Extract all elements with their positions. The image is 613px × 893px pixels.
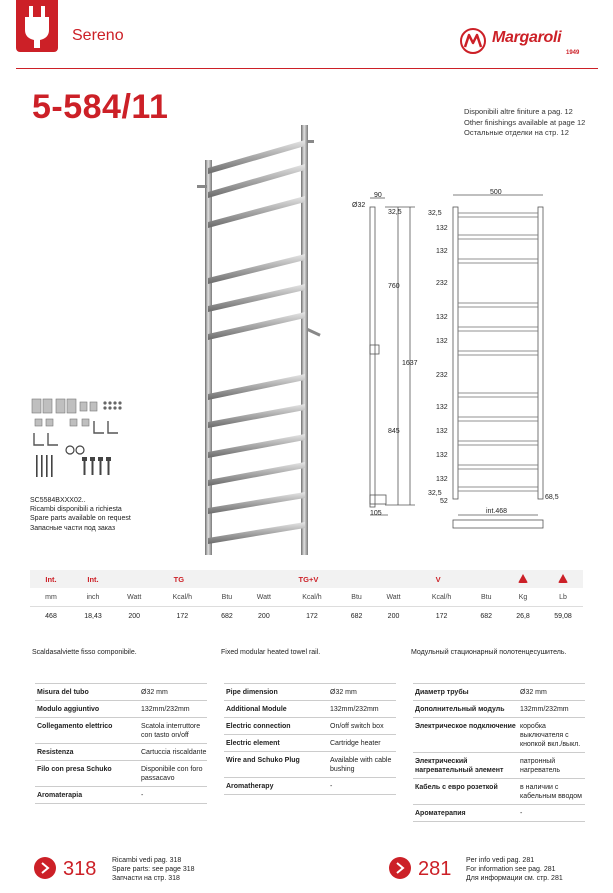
feature-value: 132mm/232mm	[330, 706, 379, 713]
feature-label: Aromatherapy	[226, 783, 274, 790]
description-en: Fixed modular heated towel rail.	[221, 649, 321, 656]
feature-label: Ароматерапия	[415, 810, 466, 817]
feature-row	[413, 753, 585, 779]
unit-cell: Kcal/h	[284, 588, 340, 607]
value-cell: 18,43	[84, 612, 102, 620]
side-view	[370, 198, 415, 515]
dim-bottom-left: 52	[440, 498, 448, 505]
header-divider	[16, 68, 598, 69]
spare-parts-ref-en: Spare parts: see page 318	[112, 866, 195, 874]
value-cell: 26,8	[516, 612, 530, 620]
towel-rail-photo	[195, 110, 330, 565]
value-cell: 682	[480, 612, 493, 620]
value-cell: 172	[176, 612, 189, 620]
unit-cell: Btu	[340, 588, 373, 607]
feature-row	[413, 701, 585, 718]
info-page[interactable]: 281	[418, 858, 452, 880]
feature-row	[35, 761, 207, 787]
value-cell: 172	[306, 612, 318, 620]
info-link-icon[interactable]	[389, 857, 411, 879]
dim-offset-3: 232	[436, 280, 448, 287]
description-it: Scaldasalviette fisso componibile.	[32, 649, 137, 656]
dim-offset-4: 132	[436, 314, 448, 321]
feature-row	[35, 744, 207, 761]
feature-row	[413, 805, 585, 822]
plug-tab	[16, 0, 58, 52]
spare-parts-image	[30, 393, 130, 488]
hdr-tg-v: TG+V	[244, 570, 374, 588]
feature-row	[413, 779, 585, 805]
unit-cell: Watt	[244, 588, 284, 607]
spare-parts-code: SC5584BXXX02..	[30, 497, 86, 504]
feature-value: Disponibile con foro passacavo	[141, 766, 203, 782]
feature-value: 132mm/232mm	[520, 706, 569, 713]
feature-row	[224, 778, 396, 795]
feature-label: Modulo aggiuntivo	[37, 706, 100, 713]
spare-parts-ref-ru: Запчасти на стр. 318	[112, 875, 180, 883]
hdr-v: V	[373, 570, 503, 588]
feature-row	[224, 701, 396, 718]
feature-label: Pipe dimension	[226, 689, 278, 696]
feature-label: Электрический нагревательный элемент	[415, 758, 504, 774]
feature-value: Ø32 mm	[141, 689, 168, 696]
feature-label: Electric connection	[226, 723, 291, 730]
feature-value: On/off switch box	[330, 723, 384, 730]
unit-cell: mm	[30, 588, 72, 607]
feature-value: Ø32 mm	[330, 689, 357, 696]
value-cell: 59,08	[554, 612, 572, 620]
dim-offset-9: 132	[436, 452, 448, 459]
feature-label: Collegamento elettrico	[37, 723, 113, 730]
feature-label: Электрическое подключение	[415, 723, 516, 730]
unit-cell: Kcal/h	[414, 588, 470, 607]
dim-pipe: Ø32	[352, 202, 366, 209]
front-view	[453, 195, 543, 528]
feature-value: 132mm/232mm	[141, 706, 190, 713]
spare-parts-line-ru: Запасные части под заказ	[30, 524, 116, 532]
feature-label: Additional Module	[226, 706, 287, 713]
dim-height-lower: 845	[388, 428, 400, 435]
feature-value: -	[520, 810, 523, 817]
brand-year: 1949	[566, 50, 580, 56]
dim-height-upper: 760	[388, 283, 400, 290]
features-en	[224, 683, 396, 795]
feature-label: Filo con presa Schuko	[37, 766, 112, 773]
value-cell: 172	[435, 612, 448, 620]
finishes-note-en: Other finishings available at page 12	[464, 117, 586, 127]
technical-drawings	[340, 185, 570, 550]
unit-cell: Btu	[469, 588, 503, 607]
feature-label: Кабель с евро розеткой	[415, 784, 498, 791]
dim-offset-2: 132	[436, 248, 448, 255]
product-code: 5-584/11	[32, 88, 169, 126]
feature-row	[35, 683, 207, 701]
unit-cell: Kg	[503, 588, 543, 607]
feature-value: коробка выключателя с кнопкой вкл./выкл.	[520, 723, 581, 748]
finishes-note	[464, 107, 585, 139]
feature-row	[35, 718, 207, 744]
dim-depth: 90	[374, 192, 382, 199]
spare-parts-ref-it: Ricambi vedi pag. 318	[112, 857, 182, 864]
dim-offset-top: 32,5	[388, 209, 402, 216]
value-cell: 468	[45, 612, 57, 620]
feature-row	[35, 787, 207, 804]
spare-parts-link-icon[interactable]	[34, 857, 56, 879]
feature-label: Misura del tubo	[37, 689, 89, 696]
features-it	[35, 683, 207, 804]
dim-offset-0: 32,5	[428, 210, 442, 217]
feature-value: Scatola interruttore con tasto on/off	[141, 723, 201, 739]
dim-offset-5: 132	[436, 338, 448, 345]
dim-bottom-right: 68,5	[545, 494, 559, 501]
weight-lb-icon	[558, 574, 568, 583]
features-ru	[413, 683, 585, 822]
dim-offset-7: 132	[436, 404, 448, 411]
dim-offset-6: 232	[436, 372, 448, 379]
feature-row	[413, 683, 585, 701]
feature-label: Диаметр трубы	[415, 689, 469, 696]
unit-cell: inch	[72, 588, 114, 607]
feature-label: Дополнительный модуль	[415, 706, 505, 713]
hdr-tg: TG	[114, 570, 244, 588]
value-cell: 200	[128, 612, 141, 620]
spare-parts-ref	[112, 856, 195, 884]
dim-bottom-depth: 105	[370, 510, 382, 517]
feature-row	[35, 701, 207, 718]
electric-plug-icon	[16, 0, 58, 52]
info-ref-en: For information see pag. 281	[466, 866, 556, 874]
unit-cell: Watt	[114, 588, 154, 607]
unit-cell: Kcal/h	[154, 588, 210, 607]
dim-offset-1: 132	[436, 225, 448, 232]
dim-interaxis: int.468	[486, 508, 508, 515]
value-cell: 200	[387, 612, 400, 620]
feature-row	[224, 735, 396, 752]
feature-label: Electric element	[226, 740, 280, 747]
feature-value: Cartuccia riscaldante	[141, 749, 207, 756]
value-cell: 682	[221, 612, 233, 620]
finishes-note-it: Disponibili altre finiture a pag. 12	[464, 107, 573, 116]
info-ref-ru: Для информации см. стр. 281	[466, 875, 563, 883]
spare-parts-page[interactable]: 318	[63, 858, 97, 880]
spare-parts-line-en: Spare parts available on request	[30, 515, 131, 523]
feature-row	[224, 683, 396, 701]
finishes-note-ru: Остальные отделки на стр. 12	[464, 128, 569, 137]
dim-height-total: 1637	[402, 360, 418, 367]
description-ru: Модульный стационарный полотенцесушитель.	[411, 649, 567, 656]
feature-value: -	[330, 783, 333, 790]
dim-offset-11: 32,5	[428, 490, 442, 497]
feature-label: Aromaterapia	[37, 792, 83, 799]
feature-row	[224, 718, 396, 735]
feature-label: Resistenza	[37, 749, 74, 756]
unit-cell: Watt	[373, 588, 413, 607]
unit-cell: Btu	[210, 588, 243, 607]
info-ref-it: Per info vedi pag. 281	[466, 857, 535, 864]
value-cell: 682	[350, 612, 363, 620]
value-cell: 200	[258, 612, 270, 620]
feature-value: Cartridge heater	[330, 740, 381, 747]
hdr-int-mm: Int.	[30, 570, 72, 588]
series-title: Sereno	[72, 27, 124, 44]
feature-value: патронный нагреватель	[520, 758, 560, 774]
feature-value: -	[141, 792, 144, 799]
dim-width: 500	[490, 189, 502, 196]
spec-table	[30, 570, 583, 625]
unit-cell: Lb	[543, 588, 583, 607]
weight-kg-icon	[518, 574, 528, 583]
spare-parts-note	[30, 496, 131, 533]
brand-name: Margaroli	[492, 29, 562, 46]
feature-row	[224, 752, 396, 778]
hdr-int-inch: Int.	[72, 570, 114, 588]
feature-value: в наличии с кабельным вводом	[520, 784, 582, 800]
feature-label: Wire and Schuko Plug	[226, 757, 300, 764]
dim-offset-10: 132	[436, 476, 448, 483]
spare-parts-line-it: Ricambi disponibili a richiesta	[30, 506, 122, 514]
info-ref	[466, 856, 563, 884]
feature-value: Ø32 mm	[520, 689, 547, 696]
dim-offset-8: 132	[436, 428, 448, 435]
feature-row	[413, 718, 585, 753]
feature-value: Available with cable bushing	[330, 757, 392, 773]
